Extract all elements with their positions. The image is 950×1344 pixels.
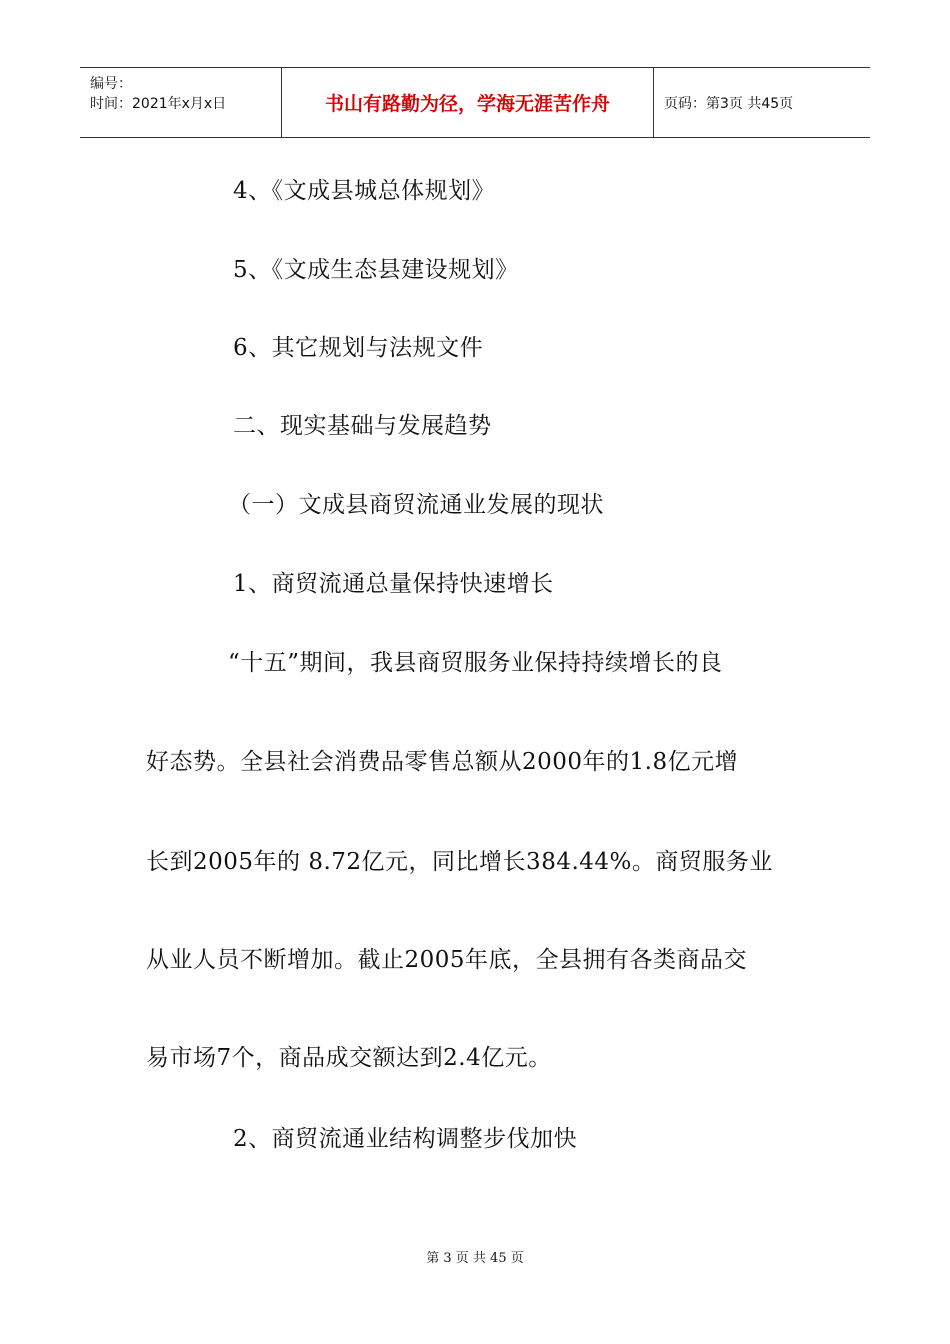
body-line-3: 6、其它规划与法规文件: [233, 335, 484, 361]
header-page-cell: [654, 68, 870, 137]
paragraph-line-4: 从业人员不断增加。截止2005年底，全县拥有各类商品交: [146, 947, 748, 973]
body-line-2: 5、《文成生态县建设规划》: [233, 257, 519, 283]
paragraph-line-2: 好态势。全县社会消费品零售总额从2000年的1.8亿元增: [146, 749, 739, 775]
item-heading-2: 2、商贸流通业结构调整步伐加快: [233, 1126, 578, 1152]
header-meta-cell: [80, 68, 282, 137]
header-motto-cell: [282, 68, 654, 137]
header-page-info: 页码：第3页 共45页: [664, 95, 794, 112]
subsection-heading: （一）文成县商贸流通业发展的现状: [228, 492, 604, 518]
document-date: 时间：2021年x月x日: [90, 96, 227, 112]
paragraph-line-1: “十五”期间，我县商贸服务业保持持续增长的良: [228, 650, 723, 676]
header-motto: 书山有路勤为径，学海无涯苦作舟: [324, 93, 610, 115]
item-heading-1: 1、商贸流通总量保持快速增长: [233, 571, 554, 597]
page-header: [80, 67, 870, 138]
document-number-label: 编号：: [90, 76, 132, 92]
paragraph-line-5: 易市场7个，商品成交额达到2.4亿元。: [146, 1045, 552, 1071]
body-line-1: 4、《文成县城总体规划》: [233, 178, 496, 204]
paragraph-line-3: 长到2005年的 8.72亿元，同比增长384.44%。商贸服务业: [146, 849, 773, 875]
section-heading: 二、现实基础与发展趋势: [233, 413, 492, 439]
page-footer: 第 3 页 共 45 页: [426, 1251, 524, 1266]
